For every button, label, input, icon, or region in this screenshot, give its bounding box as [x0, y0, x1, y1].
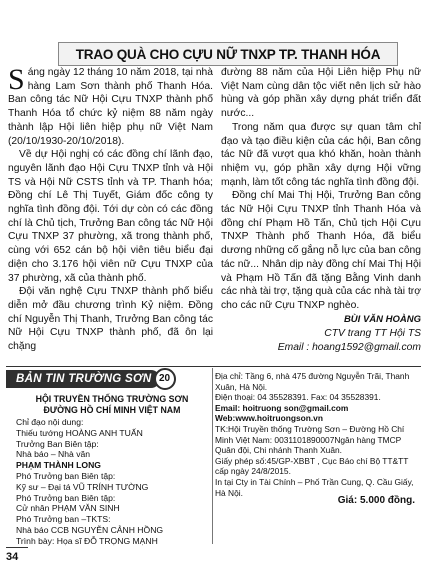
contact-phone: Điện thoại: 04 35528391. Fax: 04 35528391.: [215, 392, 381, 403]
staff-line: PHẠM THÀNH LONG: [16, 460, 101, 471]
paragraph: đường 88 năm của Hội Liên hiệp Phụ nữ Việt Nam cùng dân tộc viết nên lịch sử hào hùng và góp phần xây dựng phát triển đất nước...: [221, 67, 421, 120]
staff-line: Trình bày: Họa sĩ ĐỖ TRỌNG MẠNH: [16, 535, 158, 546]
contact-bank: TK:Hội Truyền thống Trường Sơn – Đường Hồ Chí Minh Việt Nam: 0031101890007Ngân hàng TMCP Quân đội, Chi nhánh Thanh Xuân.: [215, 423, 405, 456]
bulletin-banner: [6, 369, 201, 389]
contact-email: Email: hoitruong son@gmail.com: [215, 402, 349, 413]
masthead-left: [6, 367, 210, 547]
staff-line: Kỹ sư – Đại tá VŨ TRÍNH TƯỜNG: [16, 481, 149, 492]
contact-address: Địa chỉ: Tầng 6, nhà 475 đường Nguyễn Trãi, Thanh Xuân, Hà Nội.: [215, 371, 410, 392]
price: Giá: 5.000 đồng.: [337, 495, 415, 506]
contact-printer: In tại Cty in Tài Chính – Phố Trần Cung, Q. Cầu Giấy, Hà Nội.: [215, 476, 414, 498]
page-number: 34: [6, 547, 28, 566]
article-title: TRAO QUÀ CHO CỰU NỮ TNXP TP. THANH HÓA: [75, 46, 381, 62]
paragraph: Đội văn nghệ Cựu TNXP thành phố biểu diễn mở đầu chương trình Kỷ niệm. Đồng chí Nguyễn Thị Thanh, Trưởng Ban công tác Nữ Hội Cựu TNXP thành phố, đã ôn lại chặng: [8, 286, 213, 353]
right-column: [221, 66, 421, 355]
issue-number-badge: 20: [154, 368, 176, 390]
paragraph-text: áng ngày 12 tháng 10 năm 2018, tại nhà hàng Lam Sơn thành phố Thanh Hóa. Ban công tác Nữ Hội Cựu TNXP thành phố Thanh Hóa tổ chức kỷ niệm 88 năm ngày thành lập Hội liên hiệp phụ nữ Việt Nam (20/10/1930-20/10/2018).: [8, 67, 213, 147]
author-name: BÙI VĂN HOÀNG: [343, 313, 421, 325]
left-column: [8, 63, 213, 354]
contact-license: Giấy phép số:45/GP-XBBT , Cục Báo chí Bộ TT&TT cấp ngày 24/8/2015.: [215, 455, 409, 477]
author-signature: [221, 313, 421, 355]
paragraph: Về dự Hội nghị có các đồng chí lãnh đạo, nguyên lãnh đạo Hội Cựu TNXP tỉnh và Hội TS và Hội Nữ CSTS tỉnh và TP. Thanh hóa; Đồng chí Lê Thị Tuyết, Giám đốc công ty nghĩa tình đồng đội. Tới dự còn có các đồng chí là Chủ tịch, Trưởng Ban công tác Nữ Hội Cựu TNXP 37 phường, xã trong thành phố, cùng với 652 cán bộ hội viên tiêu biểu đại diện cho 3.176 hội viên nữ Cựu TNXP của 37 phường, xã của thành phố.: [8, 149, 213, 284]
staff-line: Thiếu tướng HOÀNG ANH TUẤN: [16, 427, 143, 438]
contact-web: Web:www.hoitruongson.vn: [215, 413, 323, 424]
staff-line: Trưởng Ban Biên tập:: [16, 438, 99, 449]
staff-line: Phó Trưởng ban Biên tập:: [16, 492, 116, 503]
staff-line: Phó Trưởng ban Biên tập:: [16, 470, 116, 481]
paragraph: [8, 63, 213, 148]
author-email: Email : hoang1592@gmail.com: [277, 341, 421, 353]
organization-line: HỘI TRUYỀN THỐNG TRƯỜNG SƠN: [35, 394, 189, 404]
staff-line: Nhà báo CCB NGUYỄN CẢNH HỒNG: [16, 524, 164, 535]
staff-line: Cử nhân PHẠM VĂN SINH: [16, 503, 120, 514]
staff-line: Phó Trưởng ban –TKTS:: [16, 514, 111, 525]
author-role: CTV trang TT Hội TS: [324, 327, 421, 339]
editorial-staff: [16, 417, 212, 547]
article-title-box: [58, 42, 398, 66]
bulletin-banner-label: BẢN TIN TRƯỜNG SƠN: [6, 370, 160, 388]
paragraph: Trong năm qua được sự quan tâm chỉ đạo và tạo điều kiện của các hội, Ban công tác Nữ đã vượt qua khó khăn, hoàn thành nhiệm vụ, góp phần xây dựng Hội vững mạnh, làm tốt công tác nghĩa tình đồng đội.: [221, 121, 421, 188]
paragraph: Đồng chí Mai Thị Hội, Trưởng Ban công tác Nữ Hội Cựu TNXP tỉnh Thanh Hóa và đồng chí Phạm Hồ Tấn, Chủ tịch Hội Cựu TNXP Thành phố Thanh Hóa, đã biểu dương những cố gắng nỗ lực của ban công tác nữ... Nhân dịp này đồng chí Mai Thị Hội và Phạm Hồ Tấn đã tặng Bằng Vinh danh các nhà tài trợ, tặng quà của các nhà tài trợ cho các nữ Cựu TNXP nghèo.: [221, 190, 421, 311]
masthead-contact: [215, 371, 421, 498]
staff-line: Nhà báo – Nhà văn: [16, 449, 91, 460]
masthead-section: [6, 366, 421, 547]
dropcap: S: [8, 63, 25, 96]
staff-line: Chỉ đạo nội dung:: [16, 417, 84, 427]
organization-name: [16, 394, 208, 415]
organization-line: ĐƯỜNG HỒ CHÍ MINH VIỆT NAM: [43, 404, 181, 415]
